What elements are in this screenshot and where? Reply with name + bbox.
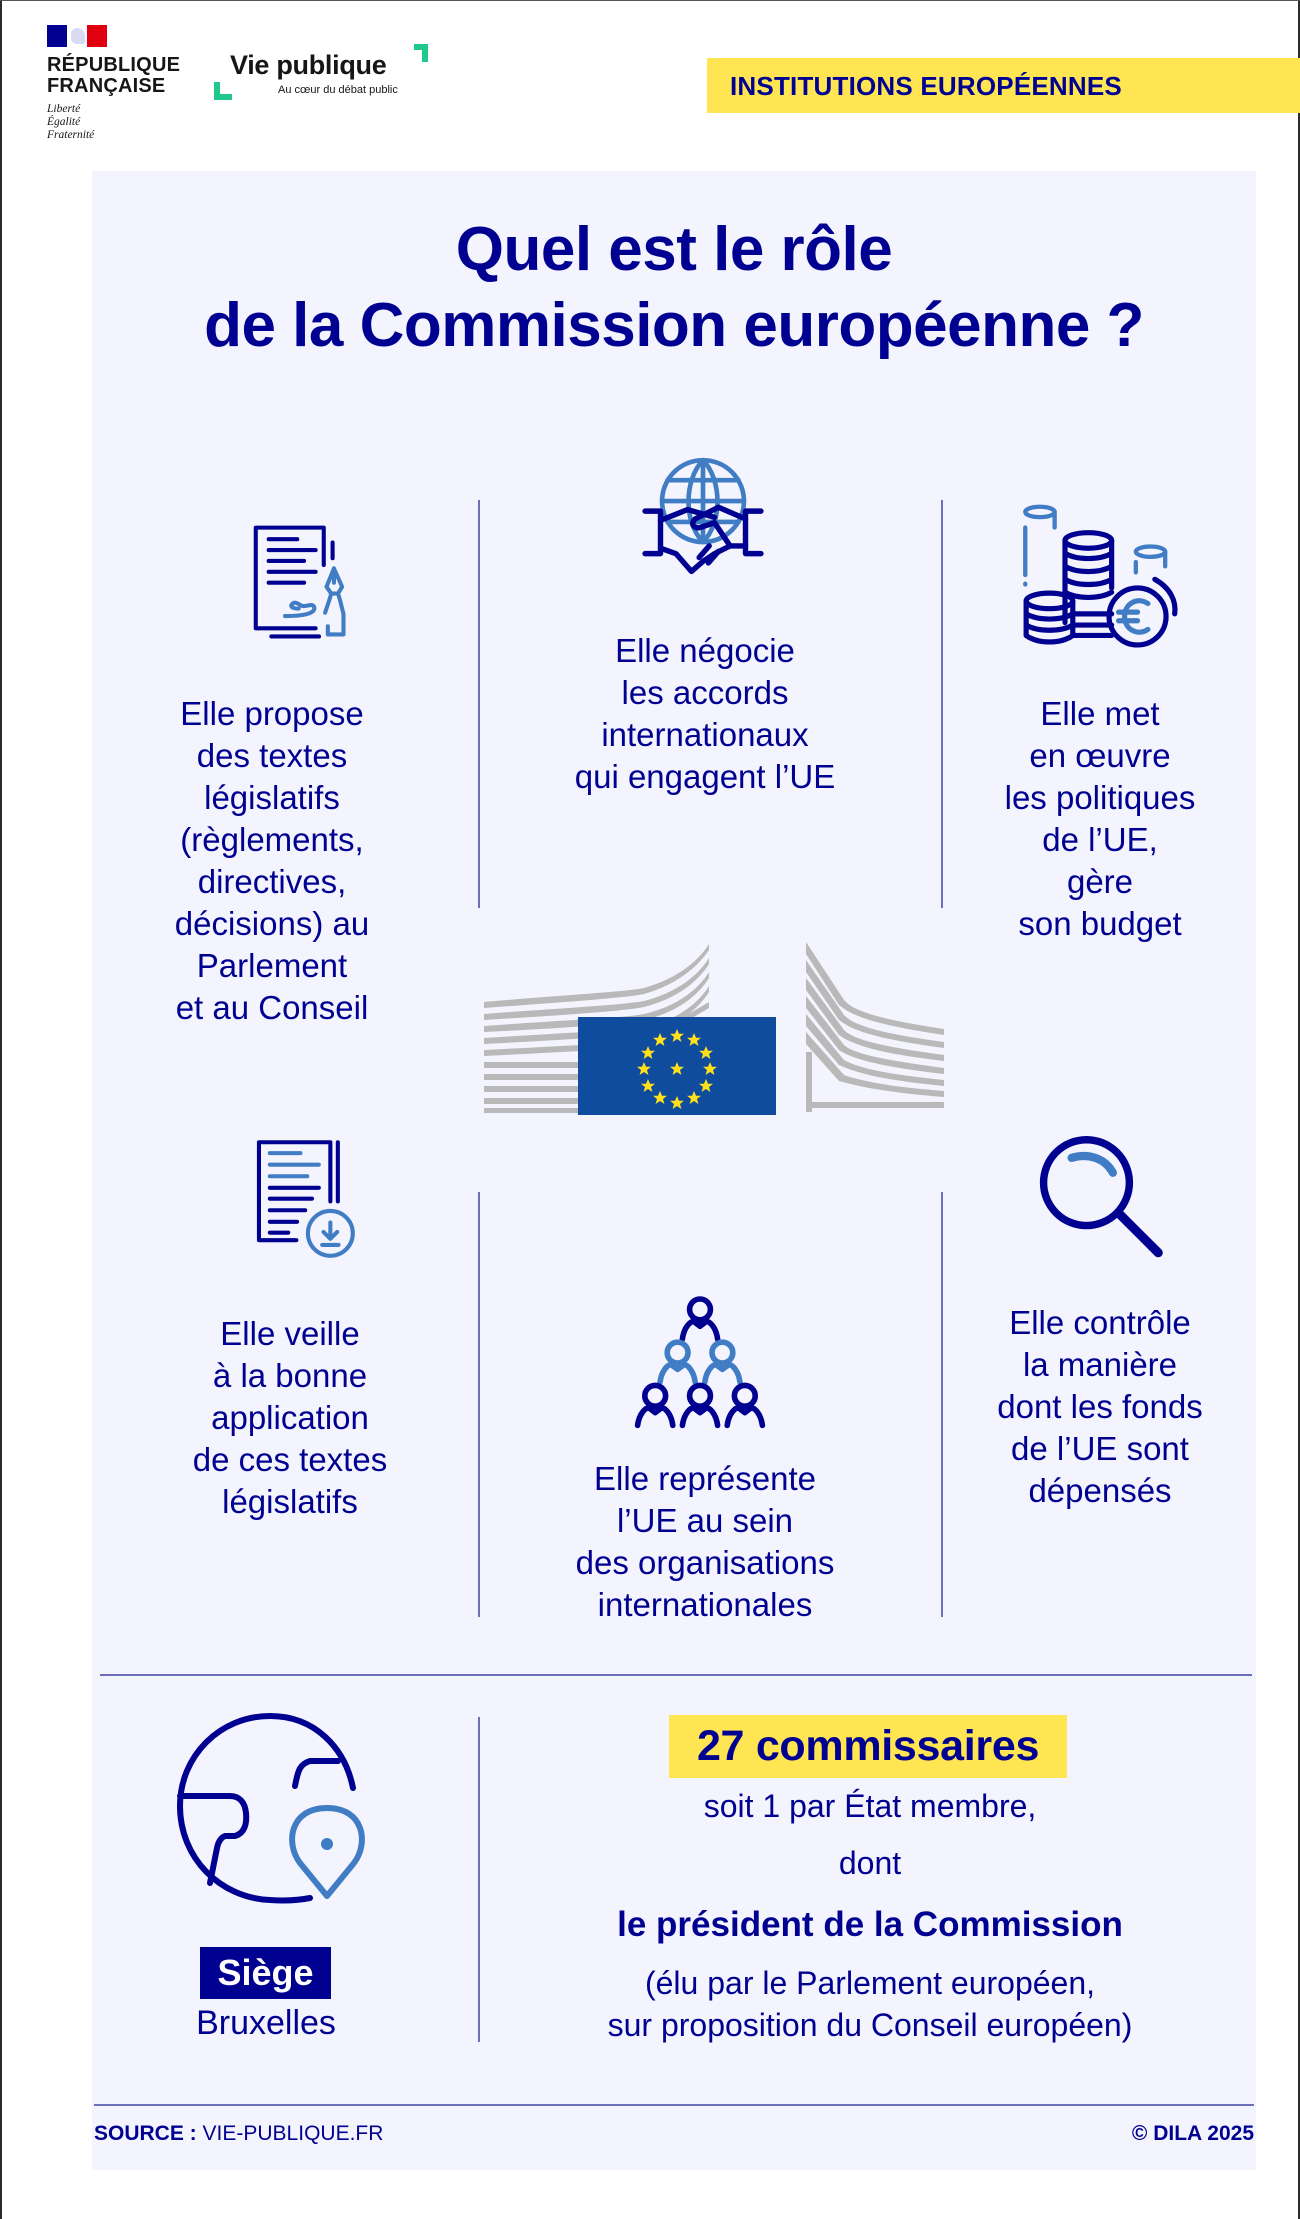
footer-divider — [94, 2104, 1254, 2106]
frame-top-border — [0, 0, 1300, 1]
coins-euro-icon — [1008, 490, 1198, 660]
category-banner — [707, 58, 1300, 113]
column-divider — [478, 500, 480, 908]
european-commission-logo — [484, 930, 944, 1115]
magnifier-icon — [1018, 1115, 1183, 1275]
vie-publique-logo — [214, 44, 428, 100]
role-control-text: Elle contrôle la manière dont les fonds de l’UE sont dépensés — [997, 1304, 1203, 1509]
globe-location-pin-icon — [160, 1708, 365, 1908]
column-divider — [478, 1192, 480, 1617]
page-title-line-2: de la Commission européenne ? — [204, 291, 1144, 360]
people-pyramid-icon — [620, 1276, 780, 1442]
category-label: INSTITUTIONS EUROPÉENNES — [730, 71, 1122, 101]
rf-name: RÉPUBLIQUE FRANÇAISE — [47, 54, 181, 97]
composition-line-2: dont — [838, 1845, 902, 1881]
source-label: SOURCE : — [94, 2122, 197, 2145]
role-oversee-text: Elle veille à la bonne application de ces textes législatifs — [192, 1315, 388, 1520]
globe-handshake-icon — [618, 440, 788, 590]
role-propose-text: Elle propose des textes législatifs (règlements, directives, décisions) au Parlement et au Conseil — [174, 695, 370, 1026]
logo-corner-icon — [214, 82, 232, 100]
page-title-line-1: Quel est le rôle — [455, 215, 893, 284]
commissioners-count-badge: 27 commissaires — [669, 1715, 1067, 1778]
seat-label-badge: Siège — [200, 1947, 331, 1999]
composition-line-1: soit 1 par État membre, — [703, 1788, 1037, 1824]
marianne-flag-icon — [47, 25, 107, 47]
composition-line-president: le président de la Commission — [617, 1905, 1123, 1944]
document-download-icon — [210, 1108, 380, 1288]
vp-tagline: Au cœur du débat public — [278, 84, 398, 96]
section-divider — [100, 1674, 1252, 1676]
role-implement-text: Elle met en œuvre les politiques de l’UE, gère son budget — [1004, 695, 1196, 942]
role-represent-text: Elle représente l’UE au sein des organisations internationales — [575, 1460, 835, 1623]
composition-line-4: (élu par le Parlement européen, — [644, 1965, 1096, 2001]
role-negotiate-text: Elle négocie les accords internationaux qui engagent l’UE — [574, 632, 836, 795]
republique-francaise-logo — [47, 25, 197, 142]
footer-source — [94, 2122, 383, 2146]
vp-name: Vie publique — [230, 50, 387, 80]
source-link[interactable]: VIE-PUBLIQUE.FR — [202, 2122, 384, 2145]
rf-motto: Liberté Égalité Fraternité — [47, 103, 95, 141]
column-divider — [941, 500, 943, 908]
frame-left-border — [0, 0, 2, 2219]
logo-corner-icon — [414, 44, 428, 62]
seat-city: Bruxelles — [196, 2004, 336, 2042]
footer-copyright: © DILA 2025 — [1131, 2122, 1254, 2145]
document-signature-icon — [200, 490, 370, 670]
composition-line-5: sur proposition du Conseil européen) — [607, 2007, 1133, 2043]
column-divider — [941, 1192, 943, 1617]
